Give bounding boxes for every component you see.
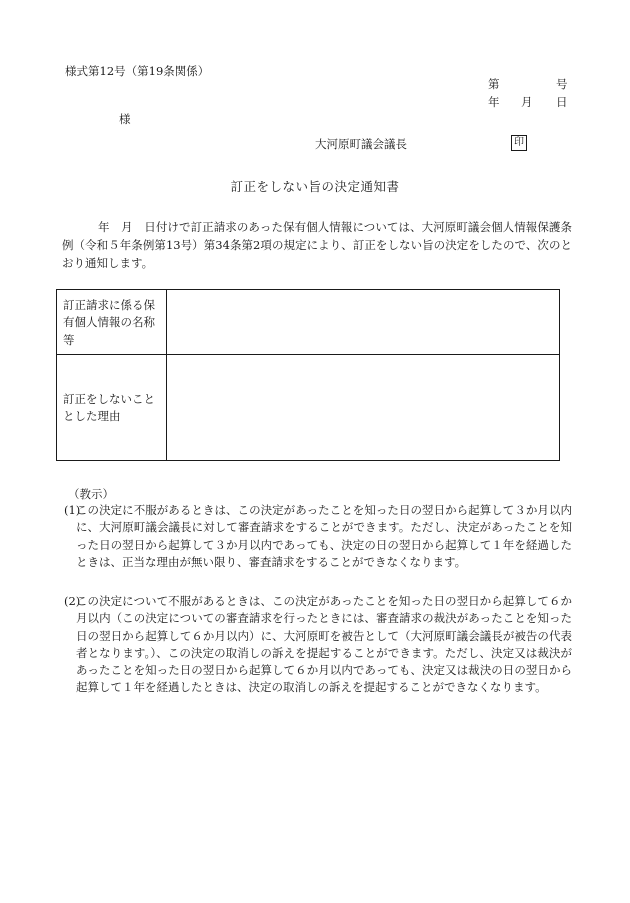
note-number: (2) (64, 594, 81, 608)
document-number-suffix: 号 (556, 77, 568, 91)
note-item (64, 593, 572, 697)
row-label-text: 訂正請求に係る保有個人情報の名称等 (63, 298, 155, 347)
row-label-text: 訂正をしないこととした理由 (63, 392, 155, 424)
date-year-label: 年 (488, 95, 500, 109)
note-number: (1) (64, 503, 81, 517)
row-label-cell (57, 290, 167, 354)
table-row (57, 290, 559, 355)
issuer-title: 大河原町議会議長 (315, 137, 407, 151)
seal-stamp (511, 135, 527, 151)
intro-paragraph: 年 月 日付けで訂正請求のあった保有個人情報については、大河原町議会個人情報保護条例（令和５年条例第13号）第34条第2項の規定により、訂正をしない旨の決定をしたので、次のとおり通知します。 (62, 220, 572, 270)
note-item (64, 502, 572, 571)
date-month-label: 月 (521, 95, 533, 109)
form-number: 様式第12号（第19条関係） (65, 64, 210, 78)
date-day-label: 日 (556, 95, 568, 109)
note-text: この決定に不服があるときは、この決定があったことを知った日の翌日から起算して３か月以内に、大河原町議会議長に対して審査請求をすることができます。ただし、決定があったことを知った日の翌日から起算して３か月以内であっても、決定の日の翌日から起算して１年を経過したときは、正当な理由が無い限り、審査請求をすることができなくなります。 (76, 503, 572, 569)
note-text: この決定について不服があるときは、この決定があったことを知った日の翌日から起算して６か月以内（この決定についての審査請求を行ったときには、審査請求の裁決があったことを知った日の翌日から起算して６か月以内）に、大河原町を被告として（大河原町議会議長が被告の代表者となります。）、この決定の取消しの訴えを提起することができます。ただし、決定又は裁決があったことを知った日の翌日から起算して６か月以内であっても、決定又は裁決の日の翌日から起算して１年を経過したときは、決定の取消しの訴えを提起することができなくなります。 (76, 594, 572, 695)
row-label-cell (57, 354, 167, 460)
seal-label: 印 (514, 137, 524, 148)
notes-heading: （教示） (68, 487, 114, 501)
addressee-honorific: 様 (119, 112, 131, 126)
table-row (57, 354, 559, 460)
document-number-label: 第 (488, 77, 500, 91)
document-title: 訂正をしない旨の決定通知書 (230, 179, 400, 194)
info-table (56, 289, 560, 461)
